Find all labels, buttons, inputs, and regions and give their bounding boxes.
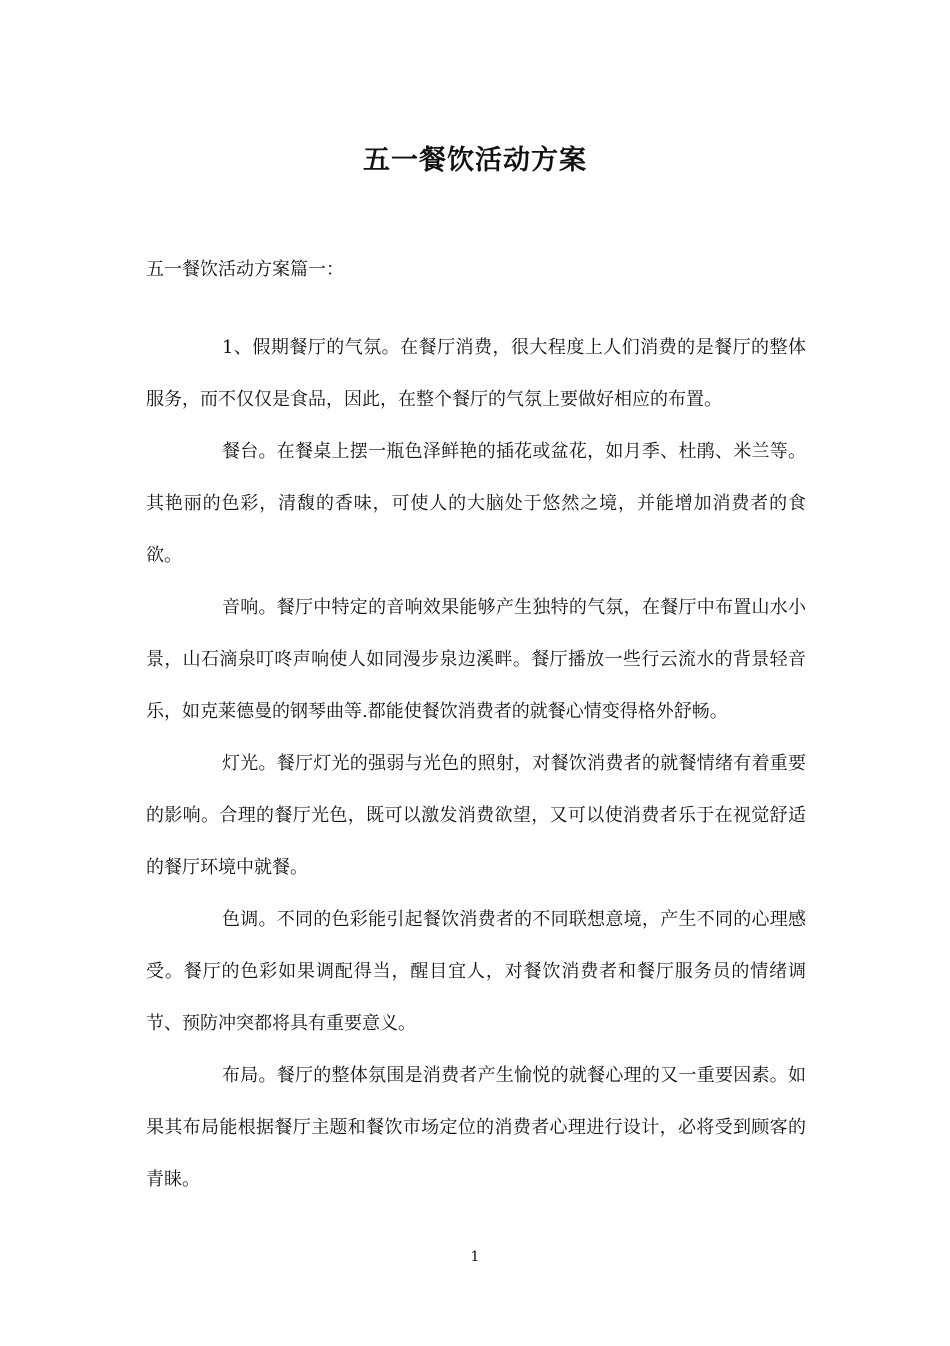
- paragraph-layout: 布局。餐厅的整体氛围是消费者产生愉悦的就餐心理的又一重要因素。如果其布局能根据餐厅主题和餐饮市场定位的消费者心理进行设计，必将受到顾客的青睐。: [146, 1065, 806, 1190]
- section-heading: 五一餐饮活动方案篇一：: [146, 259, 344, 280]
- page-title: 五一餐饮活动方案: [363, 145, 587, 176]
- paragraph-table: 餐台。在餐桌上摆一瓶色泽鲜艳的插花或盆花，如月季、杜鹃、米兰等。其艳丽的色彩，清馥的香味，可使人的大脑处于悠然之境，并能增加消费者的食欲。: [146, 441, 806, 566]
- paragraph-color: 色调。不同的色彩能引起餐饮消费者的不同联想意境，产生不同的心理感受。餐厅的色彩如果调配得当，醒目宜人，对餐饮消费者和餐厅服务员的情绪调节、预防冲突都将具有重要意义。: [146, 909, 806, 1034]
- document-body: [146, 244, 806, 1206]
- paragraph-sound: 音响。餐厅中特定的音响效果能够产生独特的气氛，在餐厅中布置山水小景，山石滴泉叮咚声响使人如同漫步泉边溪畔。餐厅播放一些行云流水的背景轻音乐，如克莱德曼的钢琴曲等.都能使餐饮消费者的就餐心情变得格外舒畅。: [146, 597, 806, 722]
- paragraph-atmosphere: 1、假期餐厅的气氛。在餐厅消费，很大程度上人们消费的是餐厅的整体服务，而不仅仅是食品，因此，在整个餐厅的气氛上要做好相应的布置。: [146, 337, 806, 410]
- page-number: 1: [470, 1249, 480, 1265]
- paragraph-lighting: 灯光。餐厅灯光的强弱与光色的照射，对餐饮消费者的就餐情绪有着重要的影响。合理的餐厅光色，既可以激发消费欲望，又可以使消费者乐于在视觉舒适的餐厅环境中就餐。: [146, 753, 806, 878]
